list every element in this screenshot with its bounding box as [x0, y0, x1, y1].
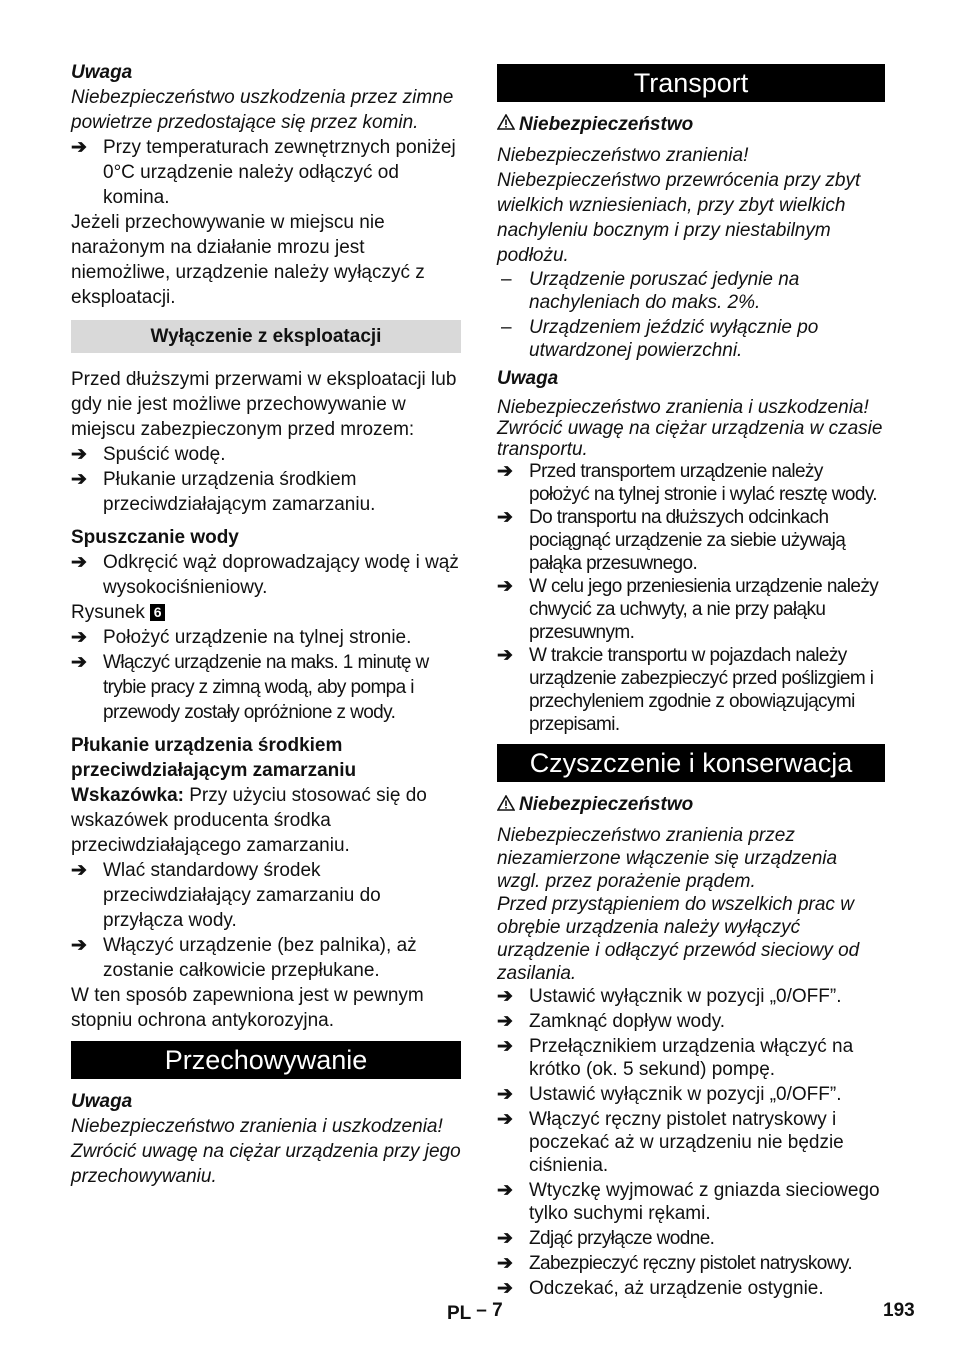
arrow-right-icon: ➔	[497, 1252, 513, 1274]
list-item: ➔ Przełącznikiem urządzenia włączyć na krótko (ok. 5 sekund) pompę.	[497, 1035, 854, 1080]
page-number: 193	[883, 1300, 915, 1321]
arrow-right-icon: ➔	[71, 627, 87, 648]
list-item: ➔ W trakcie transportu w pojazdach należy urządzenie zabezpieczyć przed poślizgiem i przechyleniem zgodnie z obowiązującymi przepisami.	[497, 645, 874, 736]
transport-dash-list	[497, 268, 885, 362]
arrow-right-icon: ➔	[71, 469, 87, 490]
local-page-number: – 7	[476, 1300, 503, 1321]
list-item: – Urządzeniem jeździć wyłącznie po utwardzonej powierzchni.	[501, 317, 819, 362]
subheading-drain: Spuszczanie wody	[71, 527, 239, 548]
arrow-right-icon: ➔	[497, 1108, 513, 1130]
list-item: ➔ Zdjąć przyłącze wodne.	[497, 1227, 715, 1249]
note-text: Niebezpieczeństwo uszkodzenia przez zimne powietrze przedostające się przez komin.	[71, 87, 454, 133]
note-label: Uwaga	[71, 1091, 133, 1112]
list-item: ➔ Zabezpieczyć ręczny pistolet natryskowy.	[497, 1252, 853, 1274]
list-item: ➔ Wlać standardowy środek przeciwdziałający zamarzaniu do przyłącza wody.	[71, 860, 381, 931]
list-item: ➔ Włączyć urządzenie (bez palnika), aż zostanie całkowicie przepłukane.	[71, 935, 417, 981]
antifreeze-list	[71, 858, 461, 983]
warning-triangle-icon	[497, 112, 519, 137]
danger-heading: Niebezpieczeństwo	[497, 792, 885, 817]
note-instructions	[71, 135, 461, 210]
left-column	[71, 60, 461, 1189]
list-item: ➔ Do transportu na dłuższych odcinkach pociągnąć urządzenie za siebie używają pałąka przesuwnego.	[497, 507, 846, 575]
paragraph: W ten sposób zapewniona jest w pewnym stopniu ochrona antykorozyjna.	[71, 985, 424, 1031]
arrow-right-icon: ➔	[497, 1035, 513, 1057]
arrow-right-icon: ➔	[71, 935, 87, 956]
subheading-antifreeze: Płukanie urządzenia środkiem przeciwdziałającym zamarzaniu	[71, 735, 357, 781]
arrow-right-icon: ➔	[497, 985, 513, 1007]
list-item: ➔ Ustawić wyłącznik w pozycji „0/OFF”.	[497, 985, 842, 1007]
danger-text: Przed przystąpieniem do wszelkich prac w obrębie urządzenia należy wyłączyć urządzenie i odłączyć przewód sieciowy od zasilania.	[497, 893, 860, 984]
decommission-list	[71, 442, 461, 517]
paragraph: Przed dłuższymi przerwami w eksploatacji lub gdy nie jest możliwe przechowywanie w miejscu zabezpieczonym przed mrozem:	[71, 369, 457, 440]
arrow-right-icon: ➔	[497, 1227, 513, 1249]
section-heading-decommission: Wyłączenie z eksploatacji	[71, 320, 461, 353]
arrow-right-icon: ➔	[497, 1010, 513, 1032]
hint-label: Wskazówka:	[71, 785, 184, 806]
list-item: – Urządzenie poruszać jedynie na nachyleniach do maks. 2%.	[501, 269, 800, 314]
page-footer-language: PL – 7	[447, 1300, 503, 1324]
list-item: ➔ Ustawić wyłącznik w pozycji „0/OFF”.	[497, 1083, 842, 1105]
hint: Wskazówka: Przy użyciu stosować się do wskazówek producenta środka przeciwdziałającego zamarzaniu.	[71, 785, 427, 856]
arrow-right-icon: ➔	[497, 645, 513, 667]
arrow-right-icon: ➔	[71, 552, 87, 573]
list-item: ➔ Spuścić wodę.	[71, 444, 226, 465]
note-text: Niebezpieczeństwo zranienia i uszkodzenia! Zwrócić uwagę na ciężar urządzenia w czasie transportu.	[497, 397, 883, 461]
figure-number-badge: 6	[150, 604, 165, 621]
arrow-right-icon: ➔	[497, 1277, 513, 1299]
list-item: ➔ Odczekać, aż urządzenie ostygnie.	[497, 1277, 824, 1299]
section-heading-storage: Przechowywanie	[71, 1041, 461, 1079]
danger-text: Niebezpieczeństwo zranienia! Niebezpieczeństwo przewrócenia przy zbyt wielkich wzniesieniach, przy zbyt wielkich nachyleniu bocznym i przy niestabilnym podłożu.	[497, 145, 861, 267]
drain-list-1	[71, 550, 461, 600]
list-item: ➔ Płukanie urządzenia środkiem przeciwdziałającym zamarzaniu.	[71, 469, 376, 515]
section-heading-cleaning: Czyszczenie i konserwacja	[497, 744, 885, 782]
list-item: ➔ Włączyć urządzenie na maks. 1 minutę w trybie pracy z zimną wodą, aby pompa i przewody zostały opróżnione z wody.	[71, 652, 429, 723]
arrow-right-icon: ➔	[497, 1083, 513, 1105]
list-item: ➔ Wtyczkę wyjmować z gniazda sieciowego tylko suchymi rękami.	[497, 1179, 880, 1224]
section-heading-transport: Transport	[497, 64, 885, 102]
list-item: ➔ W celu jego przeniesienia urządzenie należy chwycić za uchwyty, a nie przy pałąku przesuwnym.	[497, 576, 879, 644]
list-item: ➔ Przy temperaturach zewnętrznych poniżej 0°C urządzenie należy odłączyć od komina.	[71, 137, 456, 208]
note-label: Uwaga	[497, 368, 559, 390]
list-item: ➔ Odkręcić wąż doprowadzający wodę i wąż wysokociśnieniowy.	[71, 552, 459, 598]
note-label: Uwaga	[71, 62, 133, 83]
arrow-right-icon: ➔	[497, 461, 513, 483]
arrow-right-icon: ➔	[71, 652, 87, 673]
list-item: ➔ Włączyć ręczny pistolet natryskowy i poczekać aż w urządzeniu nie będzie ciśnienia.	[497, 1108, 844, 1176]
right-column	[497, 64, 885, 1300]
list-item: ➔ Przed transportem urządzenie należy położyć na tylnej stronie i wylać resztę wody.	[497, 461, 877, 506]
drain-list-2	[71, 625, 461, 725]
arrow-right-icon: ➔	[497, 1179, 513, 1201]
danger-heading: Niebezpieczeństwo	[497, 112, 885, 137]
list-item: ➔ Położyć urządzenie na tylnej stronie.	[71, 627, 412, 648]
arrow-right-icon: ➔	[71, 137, 87, 158]
arrow-right-icon: ➔	[497, 576, 513, 598]
list-item: ➔ Zamknąć dopływ wody.	[497, 1010, 726, 1032]
transport-list	[497, 460, 885, 736]
note-text: Niebezpieczeństwo zranienia i uszkodzenia! Zwrócić uwagę na ciężar urządzenia przy jego przechowywaniu.	[71, 1116, 461, 1187]
figure-reference: Rysunek 6	[71, 600, 461, 625]
arrow-right-icon: ➔	[71, 444, 87, 465]
paragraph: Jeżeli przechowywanie w miejscu nie narażonym na działanie mrozu jest niemożliwe, urządzenie należy wyłączyć z eksploatacji.	[71, 212, 425, 308]
cleaning-list	[497, 985, 885, 1300]
warning-triangle-icon	[497, 793, 519, 818]
danger-text: Niebezpieczeństwo zranienia przez niezamierzone włączenie się urządzenia wzgl. przez porażenie prądem.	[497, 824, 838, 892]
arrow-right-icon: ➔	[71, 860, 87, 881]
arrow-right-icon: ➔	[497, 507, 513, 529]
